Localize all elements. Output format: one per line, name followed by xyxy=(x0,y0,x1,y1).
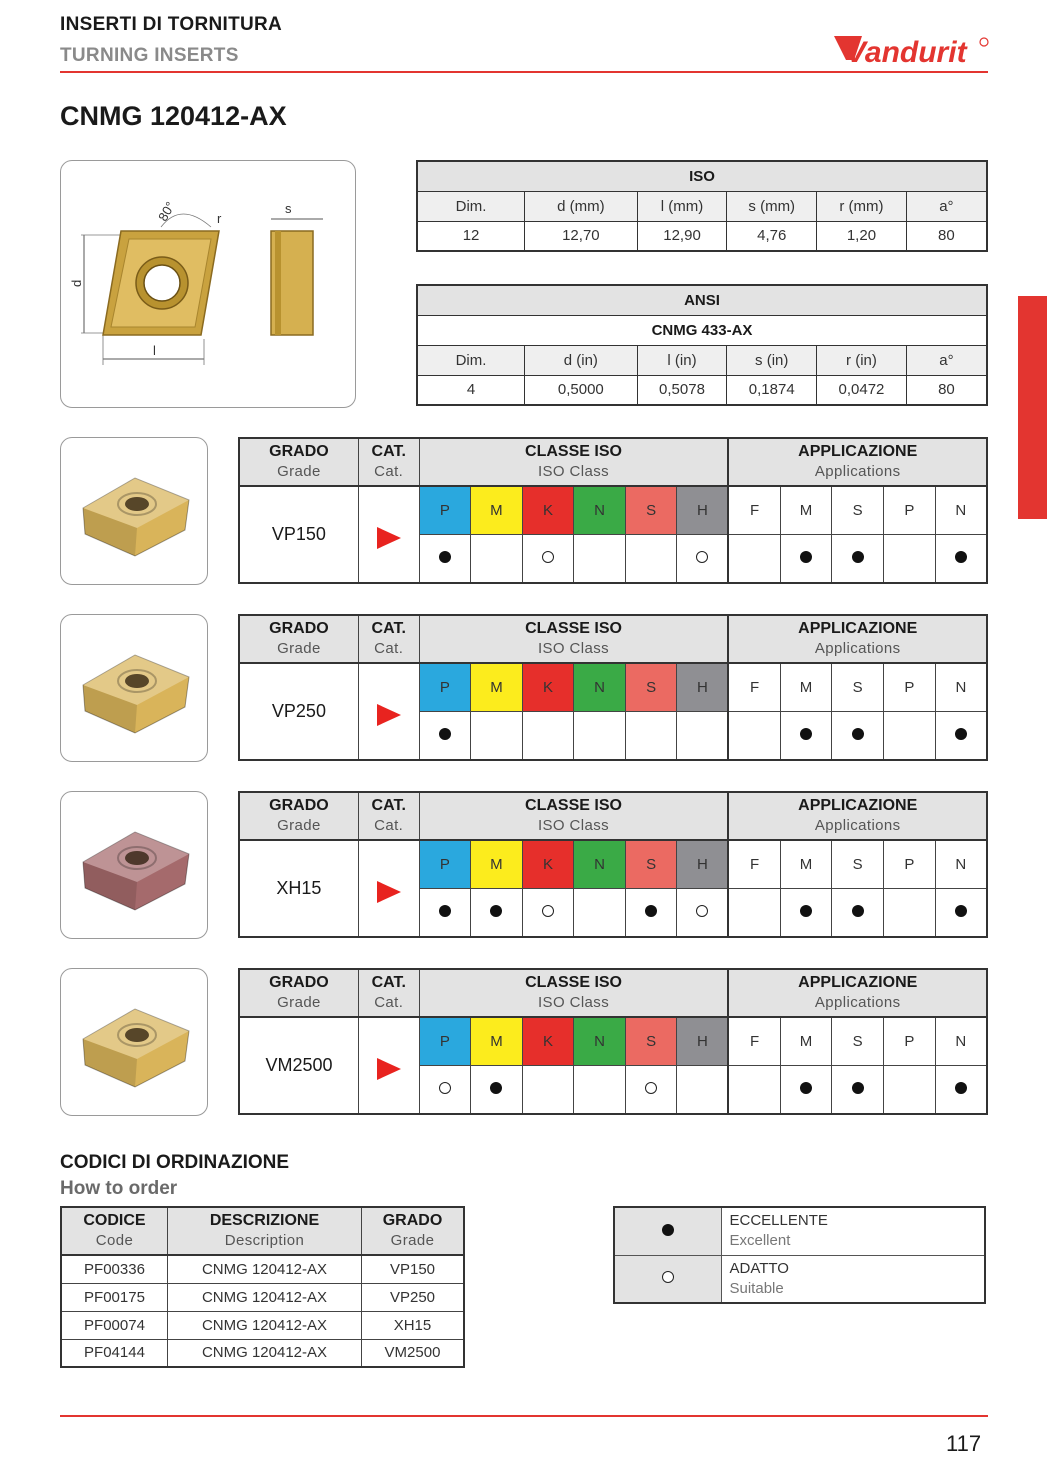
table-row xyxy=(61,1339,464,1367)
grade-header: GRADO Grade xyxy=(239,615,358,663)
filled-dot-icon xyxy=(662,1224,674,1236)
order-description: CNMG 120412-AX xyxy=(167,1283,361,1311)
application-rating-cell xyxy=(884,1065,936,1114)
grade-insert-card xyxy=(60,968,208,1116)
application-letter: N xyxy=(935,486,987,534)
table-row xyxy=(61,1311,464,1339)
cat-arrow-icon xyxy=(377,527,401,549)
iso-class-letter: K xyxy=(522,663,574,711)
iso-rating-cell xyxy=(677,534,729,583)
iso-value: 12,70 xyxy=(525,221,638,251)
ansi-value: 4 xyxy=(417,375,525,405)
filled-dot-icon xyxy=(852,728,864,740)
application-rating-cell xyxy=(728,888,780,937)
ansi-value: 0,0472 xyxy=(817,375,907,405)
filled-dot-icon xyxy=(439,905,451,917)
applications-header: APPLICAZIONE Applications xyxy=(728,969,987,1017)
iso-rating-cell xyxy=(419,1065,471,1114)
header-divider xyxy=(60,71,988,73)
header-subtitle: TURNING INSERTS xyxy=(60,45,239,66)
application-rating-cell xyxy=(884,888,936,937)
application-letter: F xyxy=(728,486,780,534)
table-row xyxy=(61,1255,464,1283)
dim-s-label: s xyxy=(285,201,292,216)
iso-rating-cell xyxy=(574,711,626,760)
legend-text-suitable: ADATTO Suitable xyxy=(721,1255,985,1303)
cat-header: CAT. Cat. xyxy=(358,615,419,663)
application-letter: N xyxy=(935,1017,987,1065)
iso-rating-cell xyxy=(574,888,626,937)
filled-dot-icon xyxy=(439,728,451,740)
iso-rating-cell xyxy=(574,1065,626,1114)
ansi-code: CNMG 433-AX xyxy=(417,315,987,345)
iso-rating-cell xyxy=(471,1065,523,1114)
iso-class-letter: H xyxy=(677,1017,729,1065)
order-code: PF04144 xyxy=(61,1339,167,1367)
order-description: CNMG 120412-AX xyxy=(167,1311,361,1339)
application-letter: M xyxy=(780,1017,832,1065)
iso-rating-cell xyxy=(522,1065,574,1114)
application-rating-cell xyxy=(780,711,832,760)
insert-image xyxy=(61,969,209,1117)
application-letter: N xyxy=(935,663,987,711)
filled-dot-icon xyxy=(800,905,812,917)
iso-rating-cell xyxy=(471,888,523,937)
application-letter: F xyxy=(728,1017,780,1065)
cat-cell xyxy=(358,840,419,937)
application-letter: P xyxy=(884,840,936,888)
application-rating-cell xyxy=(884,711,936,760)
iso-class-letter: S xyxy=(625,663,677,711)
ansi-header: s (in) xyxy=(727,345,817,375)
application-rating-cell xyxy=(935,1065,987,1114)
iso-header: a° xyxy=(906,191,987,221)
insert-diagram-card xyxy=(60,160,356,408)
product-title: CNMG 120412-AX xyxy=(60,101,287,131)
iso-class-letter: N xyxy=(574,486,626,534)
iso-rating-cell xyxy=(677,1065,729,1114)
ansi-header: d (in) xyxy=(525,345,638,375)
iso-table-title: ISO xyxy=(417,161,987,191)
footer-divider xyxy=(60,1415,988,1417)
iso-rating-cell xyxy=(625,711,677,760)
filled-dot-icon xyxy=(490,905,502,917)
application-rating-cell xyxy=(728,534,780,583)
open-dot-icon xyxy=(696,905,708,917)
order-title: CODICI DI ORDINAZIONE xyxy=(60,1152,290,1173)
table-row xyxy=(61,1283,464,1311)
order-code: PF00074 xyxy=(61,1311,167,1339)
iso-class-header: CLASSE ISO ISO Class xyxy=(419,438,728,486)
insert-image xyxy=(61,438,209,586)
application-rating-cell xyxy=(780,1065,832,1114)
application-rating-cell xyxy=(780,534,832,583)
iso-rating-cell xyxy=(419,534,471,583)
application-rating-cell xyxy=(780,888,832,937)
dim-d-label: d xyxy=(69,279,84,287)
legend-symbol-suitable xyxy=(614,1255,721,1303)
iso-class-letter: K xyxy=(522,1017,574,1065)
ansi-header: r (in) xyxy=(817,345,907,375)
section-tab xyxy=(1018,296,1047,519)
header-title: INSERTI DI TORNITURA xyxy=(60,14,283,35)
legend-table xyxy=(613,1206,986,1304)
ansi-table-title: ANSI xyxy=(417,285,987,315)
application-letter: F xyxy=(728,663,780,711)
cat-header: CAT. Cat. xyxy=(358,792,419,840)
ansi-header: l (in) xyxy=(637,345,727,375)
iso-header: Dim. xyxy=(417,191,525,221)
iso-rating-cell xyxy=(522,711,574,760)
iso-rating-cell xyxy=(677,711,729,760)
order-subtitle: How to order xyxy=(60,1178,178,1199)
open-dot-icon xyxy=(662,1271,674,1283)
iso-class-header: CLASSE ISO ISO Class xyxy=(419,615,728,663)
cat-header: CAT. Cat. xyxy=(358,438,419,486)
iso-class-letter: P xyxy=(419,840,471,888)
dim-r-label: r xyxy=(217,211,222,226)
order-description: CNMG 120412-AX xyxy=(167,1255,361,1283)
application-rating-cell xyxy=(935,888,987,937)
filled-dot-icon xyxy=(955,905,967,917)
iso-value: 1,20 xyxy=(817,221,907,251)
iso-header: r (mm) xyxy=(817,191,907,221)
cat-arrow-icon xyxy=(377,704,401,726)
grade-table xyxy=(238,614,988,761)
iso-class-letter: M xyxy=(471,1017,523,1065)
application-rating-cell xyxy=(728,1065,780,1114)
iso-rating-cell xyxy=(625,888,677,937)
application-letter: S xyxy=(832,840,884,888)
order-grade: XH15 xyxy=(361,1311,464,1339)
grade-header: GRADO Grade xyxy=(239,438,358,486)
order-table xyxy=(60,1206,465,1368)
application-letter: F xyxy=(728,840,780,888)
applications-header: APPLICAZIONE Applications xyxy=(728,615,987,663)
iso-header: l (mm) xyxy=(637,191,727,221)
grade-table xyxy=(238,968,988,1115)
iso-class-letter: K xyxy=(522,840,574,888)
cat-arrow-icon xyxy=(377,1058,401,1080)
application-rating-cell xyxy=(832,534,884,583)
filled-dot-icon xyxy=(800,1082,812,1094)
insert-image xyxy=(61,792,209,940)
dim-angle-label: 80° xyxy=(155,199,178,224)
order-header-description: DESCRIZIONE Description xyxy=(167,1207,361,1255)
iso-class-letter: P xyxy=(419,486,471,534)
legend-symbol-excellent xyxy=(614,1207,721,1255)
iso-class-letter: N xyxy=(574,840,626,888)
application-letter: N xyxy=(935,840,987,888)
iso-class-header: CLASSE ISO ISO Class xyxy=(419,969,728,1017)
iso-class-letter: H xyxy=(677,663,729,711)
application-letter: M xyxy=(780,486,832,534)
legend-text-excellent: ECCELLENTE Excellent xyxy=(721,1207,985,1255)
filled-dot-icon xyxy=(955,1082,967,1094)
cat-cell xyxy=(358,1017,419,1114)
application-letter: M xyxy=(780,840,832,888)
iso-class-letter: S xyxy=(625,1017,677,1065)
iso-class-letter: M xyxy=(471,840,523,888)
grade-name: XH15 xyxy=(239,840,358,937)
iso-rating-cell xyxy=(522,888,574,937)
open-dot-icon xyxy=(439,1082,451,1094)
grade-insert-card xyxy=(60,437,208,585)
filled-dot-icon xyxy=(955,551,967,563)
filled-dot-icon xyxy=(439,551,451,563)
iso-class-letter: M xyxy=(471,663,523,711)
grade-table xyxy=(238,437,988,584)
iso-value: 80 xyxy=(906,221,987,251)
iso-class-letter: M xyxy=(471,486,523,534)
application-letter: M xyxy=(780,663,832,711)
iso-value: 4,76 xyxy=(727,221,817,251)
filled-dot-icon xyxy=(852,905,864,917)
application-rating-cell xyxy=(884,534,936,583)
grade-name: VP250 xyxy=(239,663,358,760)
filled-dot-icon xyxy=(800,728,812,740)
iso-class-letter: S xyxy=(625,486,677,534)
iso-class-letter: N xyxy=(574,1017,626,1065)
ansi-header: Dim. xyxy=(417,345,525,375)
application-letter: S xyxy=(832,663,884,711)
grade-header: GRADO Grade xyxy=(239,792,358,840)
filled-dot-icon xyxy=(800,551,812,563)
application-rating-cell xyxy=(832,888,884,937)
applications-header: APPLICAZIONE Applications xyxy=(728,438,987,486)
filled-dot-icon xyxy=(490,1082,502,1094)
open-dot-icon xyxy=(645,1082,657,1094)
grade-table xyxy=(238,791,988,938)
iso-dimensions-table xyxy=(416,160,988,252)
ansi-value: 0,1874 xyxy=(727,375,817,405)
grade-insert-card xyxy=(60,614,208,762)
cat-cell xyxy=(358,663,419,760)
vandurit-logo xyxy=(832,30,990,70)
iso-value: 12 xyxy=(417,221,525,251)
order-header-grade: GRADO Grade xyxy=(361,1207,464,1255)
iso-class-letter: H xyxy=(677,486,729,534)
order-code: PF00336 xyxy=(61,1255,167,1283)
iso-rating-cell xyxy=(471,711,523,760)
iso-rating-cell xyxy=(471,534,523,583)
application-rating-cell xyxy=(935,711,987,760)
iso-rating-cell xyxy=(677,888,729,937)
ansi-value: 0,5000 xyxy=(525,375,638,405)
application-letter: P xyxy=(884,486,936,534)
page-number: 117 xyxy=(946,1431,982,1456)
iso-header: d (mm) xyxy=(525,191,638,221)
ansi-value: 80 xyxy=(906,375,987,405)
order-code: PF00175 xyxy=(61,1283,167,1311)
open-dot-icon xyxy=(696,551,708,563)
open-dot-icon xyxy=(542,551,554,563)
iso-class-letter: N xyxy=(574,663,626,711)
dim-l-label: l xyxy=(153,343,156,358)
iso-rating-cell xyxy=(522,534,574,583)
insert-image xyxy=(61,615,209,763)
grade-name: VM2500 xyxy=(239,1017,358,1114)
application-rating-cell xyxy=(832,1065,884,1114)
iso-class-letter: P xyxy=(419,663,471,711)
iso-rating-cell xyxy=(419,888,471,937)
ansi-value: 0,5078 xyxy=(637,375,727,405)
order-grade: VP150 xyxy=(361,1255,464,1283)
iso-class-letter: S xyxy=(625,840,677,888)
order-header-code: CODICE Code xyxy=(61,1207,167,1255)
logo-text: Vandurit xyxy=(846,36,967,69)
iso-class-letter: K xyxy=(522,486,574,534)
filled-dot-icon xyxy=(852,1082,864,1094)
application-rating-cell xyxy=(728,711,780,760)
application-letter: P xyxy=(884,1017,936,1065)
application-rating-cell xyxy=(832,711,884,760)
filled-dot-icon xyxy=(852,551,864,563)
order-grade: VM2500 xyxy=(361,1339,464,1367)
iso-rating-cell xyxy=(419,711,471,760)
cat-cell xyxy=(358,486,419,583)
application-letter: P xyxy=(884,663,936,711)
application-rating-cell xyxy=(935,534,987,583)
open-dot-icon xyxy=(542,905,554,917)
iso-class-letter: P xyxy=(419,1017,471,1065)
ansi-dimensions-table xyxy=(416,284,988,406)
iso-value: 12,90 xyxy=(637,221,727,251)
iso-rating-cell xyxy=(625,1065,677,1114)
ansi-header: a° xyxy=(906,345,987,375)
applications-header: APPLICAZIONE Applications xyxy=(728,792,987,840)
grade-header: GRADO Grade xyxy=(239,969,358,1017)
grade-name: VP150 xyxy=(239,486,358,583)
iso-header: s (mm) xyxy=(727,191,817,221)
iso-class-header: CLASSE ISO ISO Class xyxy=(419,792,728,840)
order-description: CNMG 120412-AX xyxy=(167,1339,361,1367)
filled-dot-icon xyxy=(955,728,967,740)
application-letter: S xyxy=(832,1017,884,1065)
grade-insert-card xyxy=(60,791,208,939)
order-grade: VP250 xyxy=(361,1283,464,1311)
iso-class-letter: H xyxy=(677,840,729,888)
filled-dot-icon xyxy=(645,905,657,917)
insert-diagram xyxy=(61,161,357,409)
iso-rating-cell xyxy=(574,534,626,583)
cat-arrow-icon xyxy=(377,881,401,903)
cat-header: CAT. Cat. xyxy=(358,969,419,1017)
iso-rating-cell xyxy=(625,534,677,583)
application-letter: S xyxy=(832,486,884,534)
